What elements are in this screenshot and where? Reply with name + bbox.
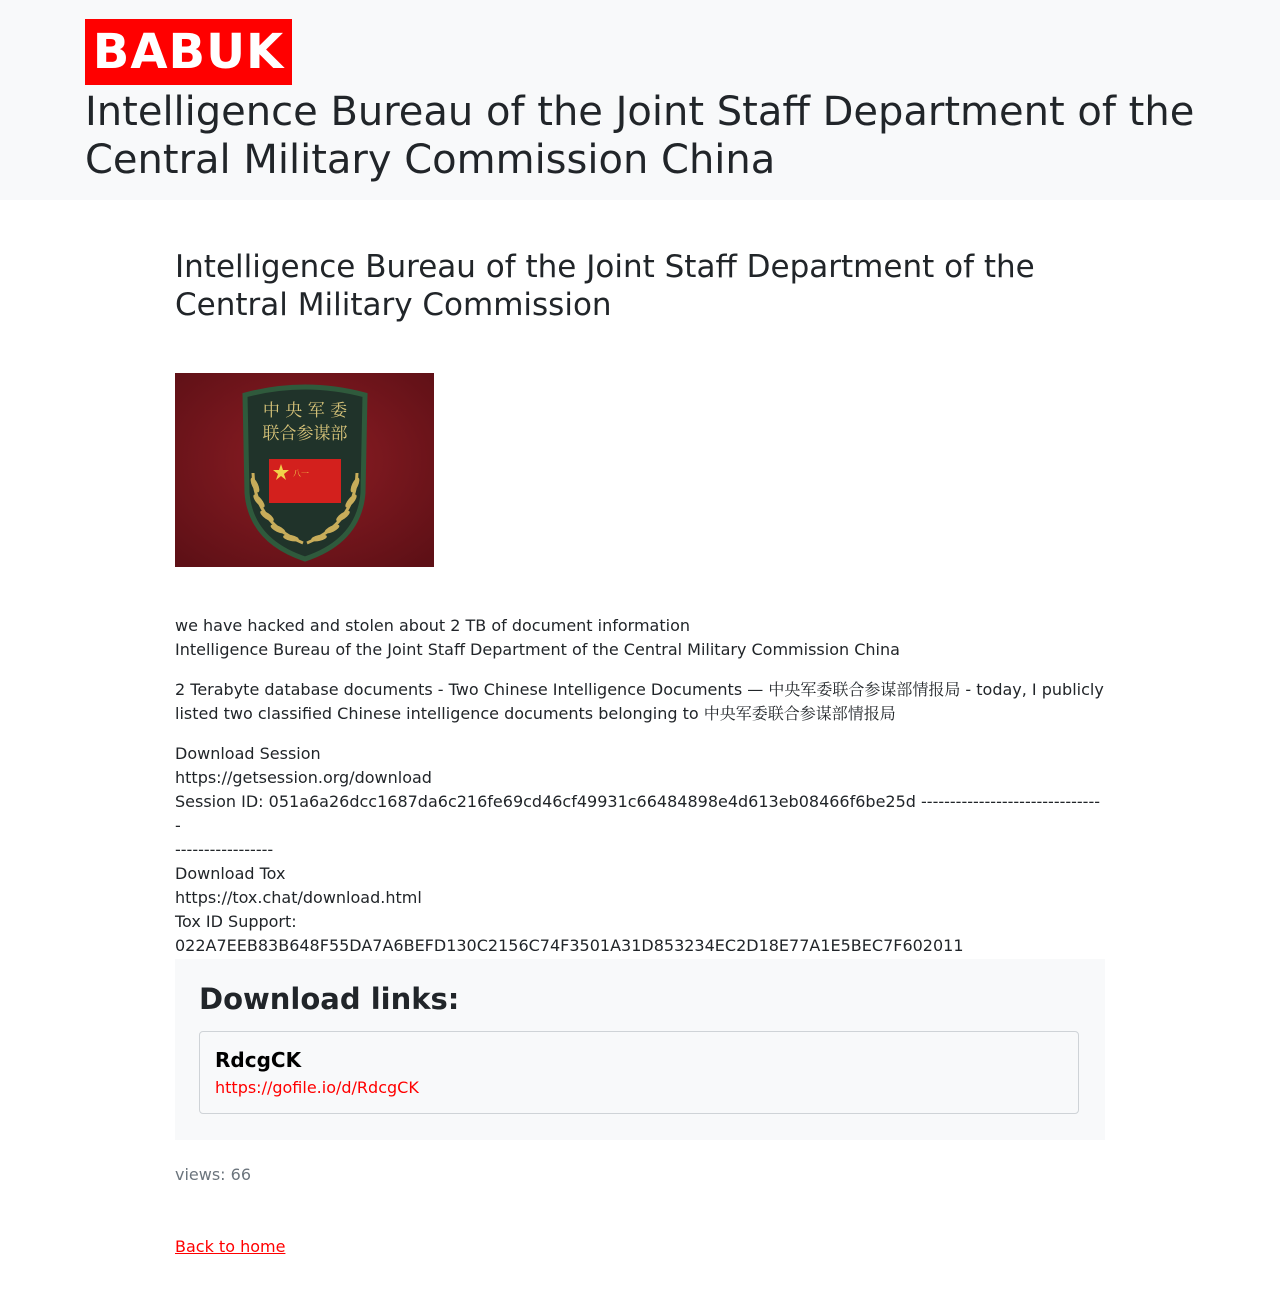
download-link-card <box>199 1031 1079 1114</box>
download-link-url[interactable]: https://gofile.io/d/RdcgCK <box>215 1078 419 1097</box>
contact-info <box>175 742 1105 958</box>
intro-text <box>175 614 1105 662</box>
tox-label: Download Tox <box>175 864 286 883</box>
site-header <box>0 0 1280 200</box>
emblem-text-line2: 联合参谋部 <box>262 424 348 444</box>
babuk-logo[interactable]: BABUK <box>85 19 292 85</box>
session-url: https://getsession.org/download <box>175 768 432 787</box>
intro-line-2: Intelligence Bureau of the Joint Staff Department of the Central Military Commission China <box>175 640 900 659</box>
session-label: Download Session <box>175 744 321 763</box>
back-to-home-link[interactable]: Back to home <box>175 1237 286 1256</box>
site-title: Intelligence Bureau of the Joint Staff Department of the Central Military Commission China <box>85 89 1195 183</box>
views-count: views: 66 <box>175 1165 252 1184</box>
download-links-heading: Download links: <box>199 982 460 1016</box>
flag-text: 八一 <box>293 469 309 478</box>
description-paragraph: 2 Terabyte database documents - Two Chinese Intelligence Documents — 中央军委联合参谋部情报局 - today, I publicly listed two classified Chinese intelligence documents belonging to 中央军委联合参谋部情报局 <box>175 680 1104 723</box>
tox-support-label: Tox ID Support: <box>175 912 297 931</box>
tox-id: 022A7EEB83B648F55DA7A6BEFD130C2156C74F3501A31D853234EC2D18E77A1E5BEC7F602011 <box>175 936 964 955</box>
intro-line-1: we have hacked and stolen about 2 TB of document information <box>175 616 690 635</box>
session-id: Session ID: 051a6a26dcc1687da6c216fe69cd46cf49931c66484898e4d613eb08466f6be25d -------------------------------- <box>175 792 1100 835</box>
emblem-text-line1: 中 央 军 委 <box>262 401 348 421</box>
flag-icon <box>269 459 341 503</box>
download-link-name: RdcgCK <box>215 1048 302 1072</box>
main-content <box>175 248 1105 1256</box>
download-links-section <box>175 959 1105 1140</box>
tox-url: https://tox.chat/download.html <box>175 888 422 907</box>
emblem-image <box>175 373 434 567</box>
session-separator: ----------------- <box>175 840 274 859</box>
page-title: Intelligence Bureau of the Joint Staff Department of the Central Military Commission <box>175 249 1035 323</box>
